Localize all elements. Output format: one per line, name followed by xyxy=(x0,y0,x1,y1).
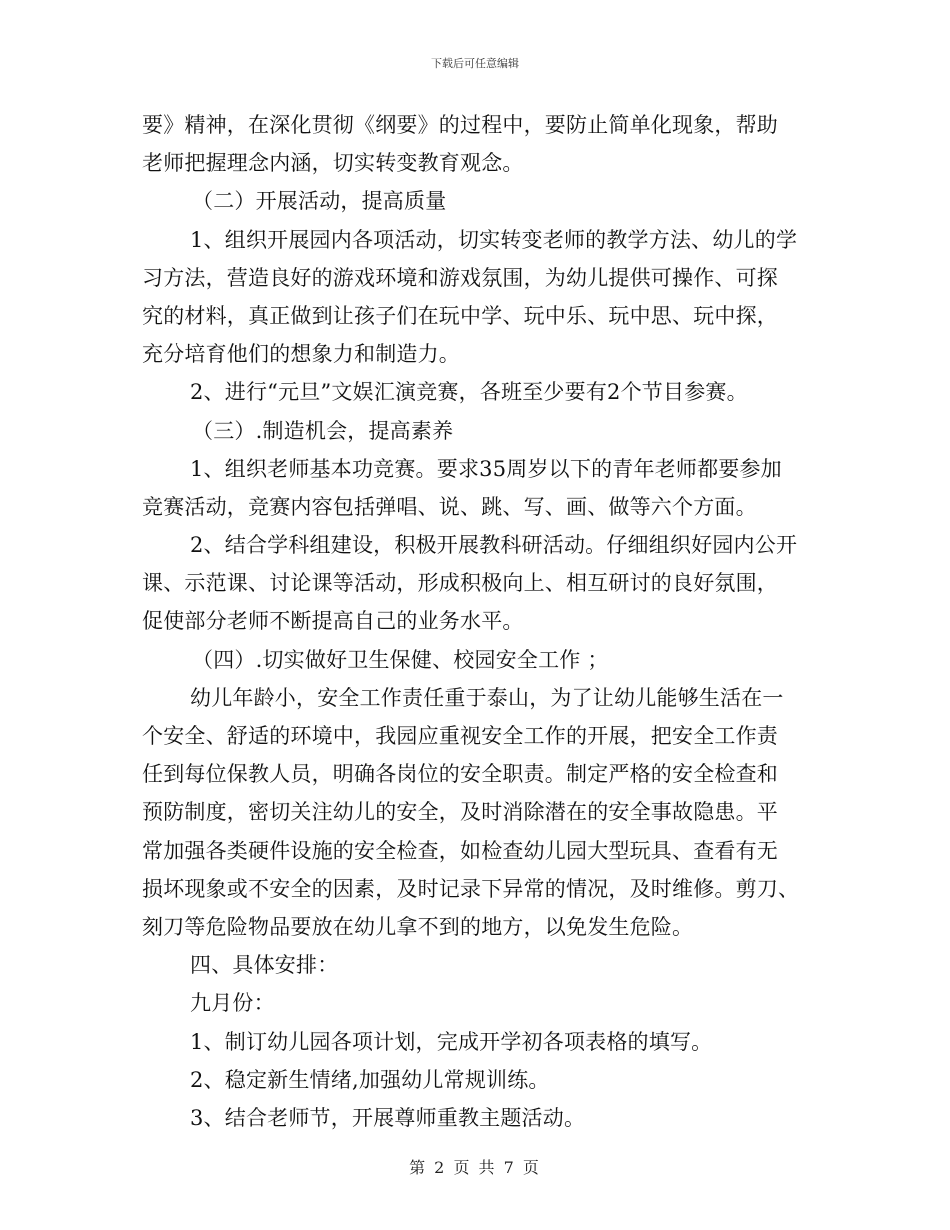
text-line: 个安全、舒适的环境中，我园应重视安全工作的开展，把安全工作责 xyxy=(142,724,778,748)
text-line: 刻刀等危险物品要放在幼儿拿不到的地方，以免发生危险。 xyxy=(142,914,694,939)
text-line: 1、组织开展园内各项活动，切实转变老师的教学方法、幼儿的学 xyxy=(190,227,798,252)
document-body xyxy=(142,106,806,1137)
text-line: 常加强各类硬件设施的安全检查，如检查幼儿园大型玩具、查看有无 xyxy=(142,838,778,863)
text-line: 预防制度，密切关注幼儿的安全，及时消除潜在的安全事故隐患。平 xyxy=(142,800,778,825)
text-line: 2、进行“元旦”文娱汇演竞赛，各班至少要有2个节目参赛。 xyxy=(190,380,748,405)
text-line: （二）开展活动，提高质量 xyxy=(192,189,447,214)
text-line: 充分培育他们的想象力和制造力。 xyxy=(142,342,460,367)
text-line: 任到每位保教人员，明确各岗位的安全职责。制定严格的安全检查和 xyxy=(142,762,778,787)
text-line: 促使部分老师不断提高自己的业务水平。 xyxy=(142,609,524,634)
text-line: 九月份： xyxy=(190,991,275,1016)
text-line: 1、组织老师基本功竞赛。要求35周岁以下的青年老师都要参加 xyxy=(190,456,782,481)
text-line: 四、具体安排： xyxy=(190,953,339,978)
text-line: 2、结合学科组建设，积极开展教科研活动。仔细组织好园内公开 xyxy=(190,533,798,558)
text-line: 3、结合老师节，开展尊师重教主题活动。 xyxy=(190,1105,586,1130)
text-line: 2、稳定新生情绪,加强幼儿常规训练。 xyxy=(190,1067,550,1092)
text-line: 课、示范课、讨论课等活动，形成积极向上、相互研讨的良好氛围， xyxy=(142,571,778,596)
text-line: （四）.切实做好卫生保健、校园安全工作 ； xyxy=(192,647,609,672)
text-line: （三）.制造机会，提高素养 xyxy=(192,418,454,443)
text-line: 竞赛活动，竞赛内容包括弹唱、说、跳、写、画、做等六个方面。 xyxy=(142,494,757,519)
text-line: 老师把握理念内涵，切实转变教育观念。 xyxy=(142,151,524,176)
page-number: 第 2 页 共 7 页 xyxy=(409,1158,541,1177)
page-header-note: 下载后可任意编辑 xyxy=(431,57,519,70)
text-line: 要》精神，在深化贯彻《纲要》的过程中，要防止简单化现象，帮助 xyxy=(142,113,778,137)
text-line: 究的材料，真正做到让孩子们在玩中学、玩中乐、玩中思、玩中探， xyxy=(142,303,778,328)
text-line: 习方法，营造良好的游戏环境和游戏氛围，为幼儿提供可操作、可探 xyxy=(142,265,778,290)
text-line: 1、制订幼儿园各项计划，完成开学初各项表格的填写。 xyxy=(190,1029,713,1054)
text-line: 损坏现象或不安全的因素，及时记录下异常的情况，及时维修。剪刀、 xyxy=(142,876,800,901)
text-line: 幼儿年龄小，安全工作责任重于泰山，为了让幼儿能够生活在一 xyxy=(190,685,784,710)
